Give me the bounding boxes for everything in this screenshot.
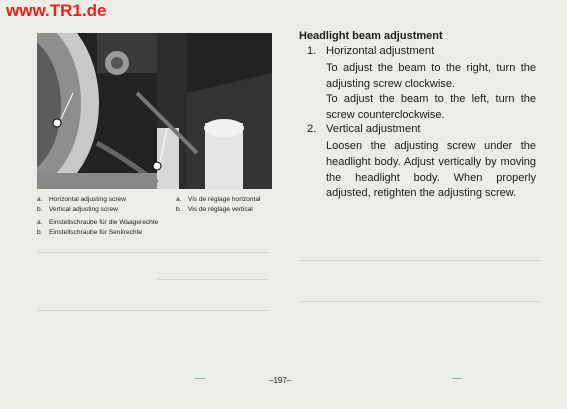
bleed-line <box>158 279 268 280</box>
step-paragraph: Loosen the adjusting screw under the headlight body. Adjust vertically by moving the headlight body. When properly adjusted, retighten the adjusting screw. <box>326 140 536 200</box>
registration-mark <box>452 378 462 379</box>
caption-a-en <box>37 195 126 204</box>
step-title: Vertical adjustment <box>326 123 421 135</box>
caption-a-fr <box>176 195 260 204</box>
step-number: 2. <box>307 123 317 135</box>
caption-text: Vis de réglage vertical <box>188 206 253 213</box>
caption-b-en <box>37 205 118 214</box>
caption-a-de <box>37 218 158 227</box>
step-paragraph: To adjust the beam to the left, turn the screw counterclockwise. <box>326 93 536 121</box>
caption-text: Horizontal adjusting screw <box>49 196 126 203</box>
caption-text: Vertical adjusting screw <box>49 206 118 213</box>
caption-key: a. <box>176 196 182 203</box>
bleed-line <box>300 301 540 302</box>
caption-text: Einstellschraube für die Waagerechte <box>49 219 159 226</box>
step-number: 1. <box>307 45 317 57</box>
section-title: Headlight beam adjustment <box>299 30 443 42</box>
bleed-through-right <box>300 215 540 325</box>
site-watermark: www.TR1.de <box>6 1 107 20</box>
bleed-line <box>300 260 540 261</box>
caption-key: b. <box>176 206 182 213</box>
page-number: –197– <box>269 376 292 385</box>
headlight-photo <box>37 33 272 189</box>
step-paragraph: To adjust the beam to the right, turn the adjusting screw clockwise. <box>326 62 536 90</box>
caption-key: b. <box>37 229 43 236</box>
headlight-photo-drawing <box>37 33 272 189</box>
caption-key: a. <box>37 219 43 226</box>
registration-mark <box>195 378 205 379</box>
caption-text: Einstellschraube für Senkrechte <box>49 229 143 236</box>
bleed-line <box>38 252 268 253</box>
step-title: Horizontal adjustment <box>326 45 435 57</box>
caption-b-de <box>37 228 142 237</box>
caption-b-fr <box>176 205 253 214</box>
bleed-line <box>38 310 268 311</box>
caption-key: b. <box>37 206 43 213</box>
caption-text: Vis de réglage horizontal <box>188 196 261 203</box>
caption-key: a. <box>37 196 43 203</box>
